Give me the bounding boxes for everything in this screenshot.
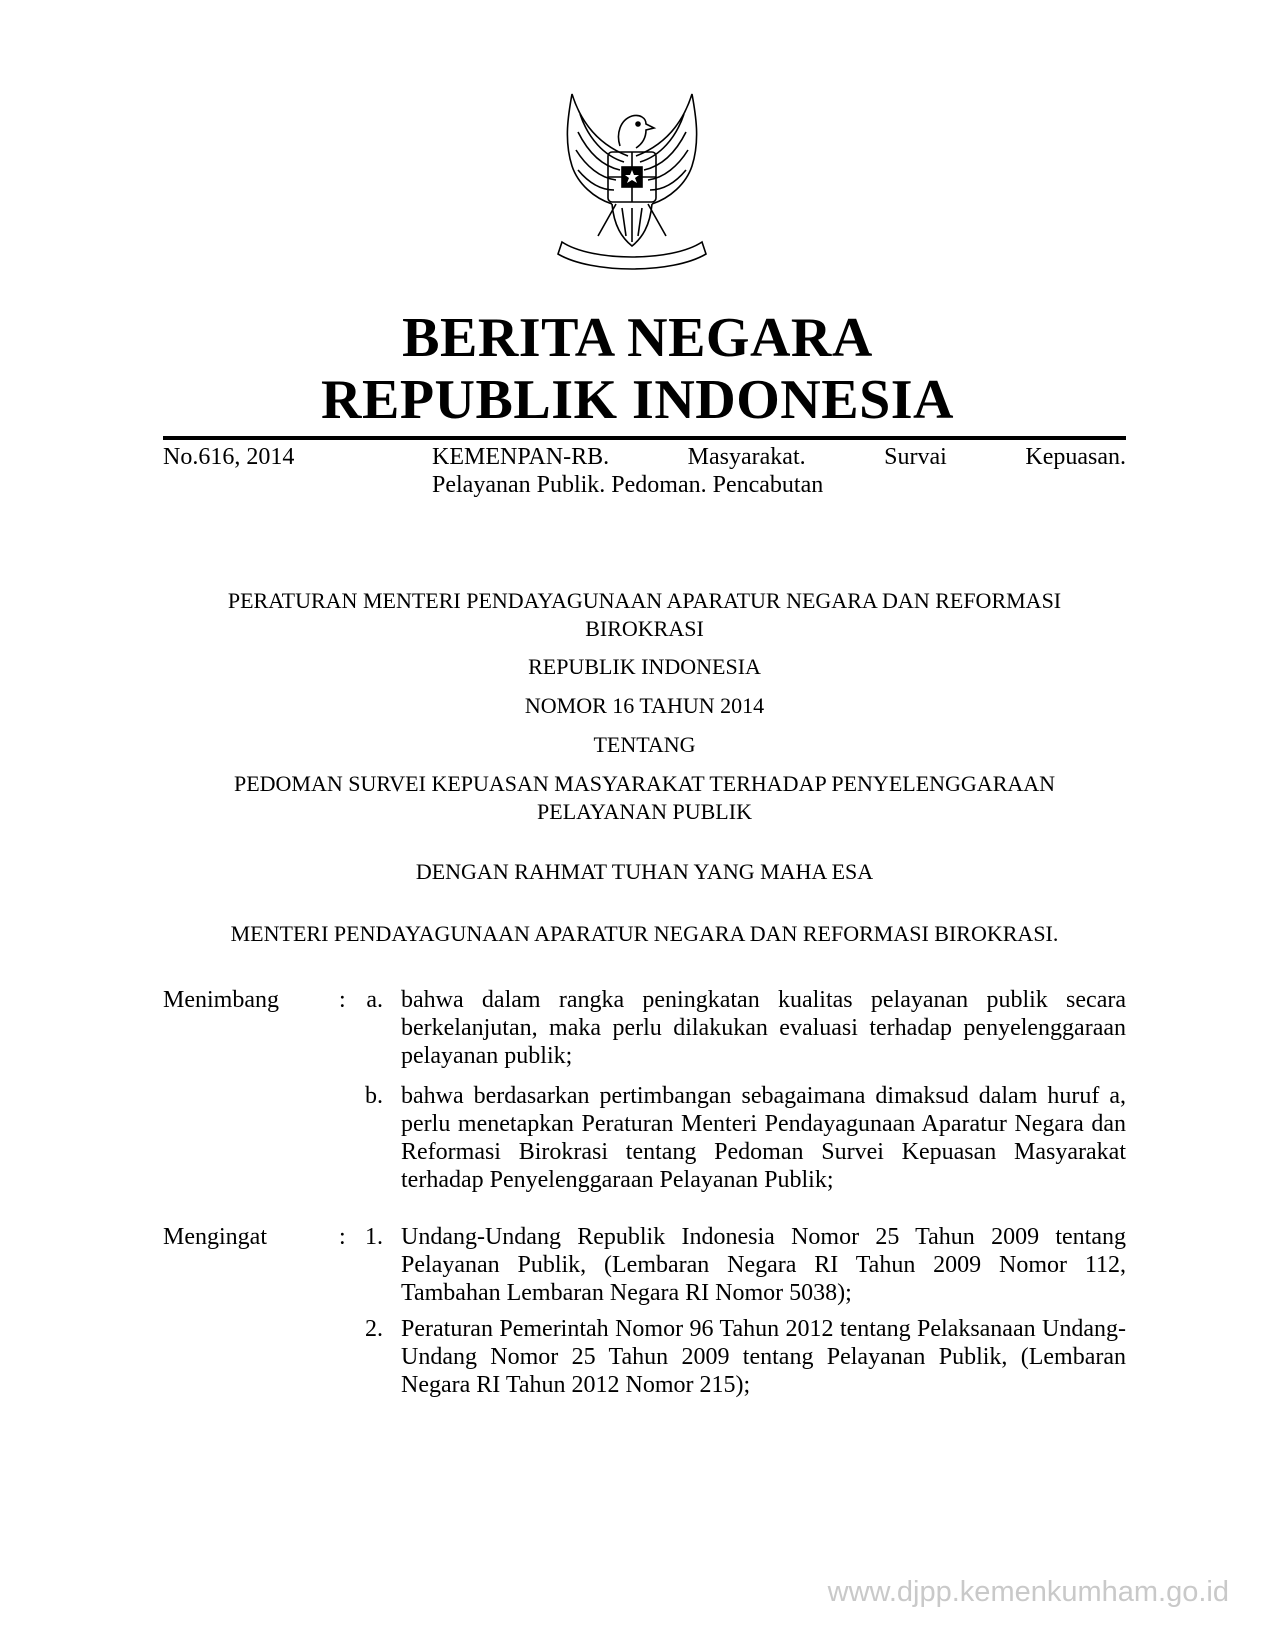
regulation-title (163, 587, 1126, 643)
item-text: Peraturan Pemerintah Nomor 96 Tahun 2012 tentang Pelaksanaan Undang-Undang Nomor 25 Tahun 2009 tentang Pelayanan Publik, (Lembaran Negara RI Tahun 2012 Nomor 215); (401, 1316, 1126, 1398)
item-text: bahwa dalam rangka peningkatan kualitas pelayanan publik secara berkelanjutan, maka perlu dilakukan evaluasi terhadap penyelenggaraan pelayanan publik; (401, 987, 1126, 1069)
document-number: No.616, 2014 (163, 444, 295, 470)
item-text: Undang-Undang Republik Indonesia Nomor 25 Tahun 2009 tentang Pelayanan Publik, (Lembaran Negara RI Tahun 2009 Nomor 112, Tambahan Lembaran Negara RI Nomor 5038); (401, 1224, 1126, 1306)
title-line5: TENTANG (593, 732, 696, 757)
invocation: DENGAN RAHMAT TUHAN YANG MAHA ESA (415, 859, 874, 884)
item-text: bahwa berdasarkan pertimbangan sebagaimana dimaksud dalam huruf a, perlu menetapkan Peraturan Menteri Pendayagunaan Aparatur Negara dan Reformasi Birokrasi tentang Pedoman Survei Kepuasan Masyarakat terhadap Penyelenggaraan Pelayanan Publik; (401, 1083, 1126, 1193)
masthead-divider (163, 436, 1126, 440)
title-line7: PELAYANAN PUBLIK (537, 799, 752, 824)
title-line2: BIROKRASI (585, 616, 704, 641)
item-marker: 2. (365, 1316, 383, 1342)
subject-line1: KEMENPAN-RB. Masyarakat. Survai Kepuasan. (432, 444, 1126, 470)
item-marker: 1. (365, 1224, 383, 1250)
authority: MENTERI PENDAYAGUNAAN APARATUR NEGARA DAN REFORMASI BIROKRASI. (230, 921, 1059, 946)
masthead-line2: REPUBLIK INDONESIA (321, 369, 954, 431)
mengingat-colon: : (339, 1224, 346, 1250)
document-subject (432, 443, 1126, 499)
title-line4: NOMOR 16 TAHUN 2014 (524, 693, 765, 718)
garuda-pancasila-emblem-icon (542, 86, 722, 286)
title-line3: REPUBLIK INDONESIA (528, 654, 761, 679)
item-marker: b. (365, 1083, 383, 1109)
menimbang-label: Menimbang (163, 987, 279, 1013)
watermark-url: www.djpp.kemenkumham.go.id (827, 1576, 1229, 1608)
masthead-line1: BERITA NEGARA (402, 307, 873, 369)
subject-line2: Pelayanan Publik. Pedoman. Pencabutan (432, 472, 824, 498)
title-line6: PEDOMAN SURVEI KEPUASAN MASYARAKAT TERHADAP PENYELENGGARAAN (233, 771, 1056, 796)
menimbang-colon: : (339, 987, 346, 1013)
title-line1: PERATURAN MENTERI PENDAYAGUNAAN APARATUR NEGARA DAN REFORMASI (227, 588, 1062, 613)
mengingat-label: Mengingat (163, 1224, 267, 1250)
regulation-subject (163, 770, 1126, 826)
item-marker: a. (366, 987, 383, 1013)
